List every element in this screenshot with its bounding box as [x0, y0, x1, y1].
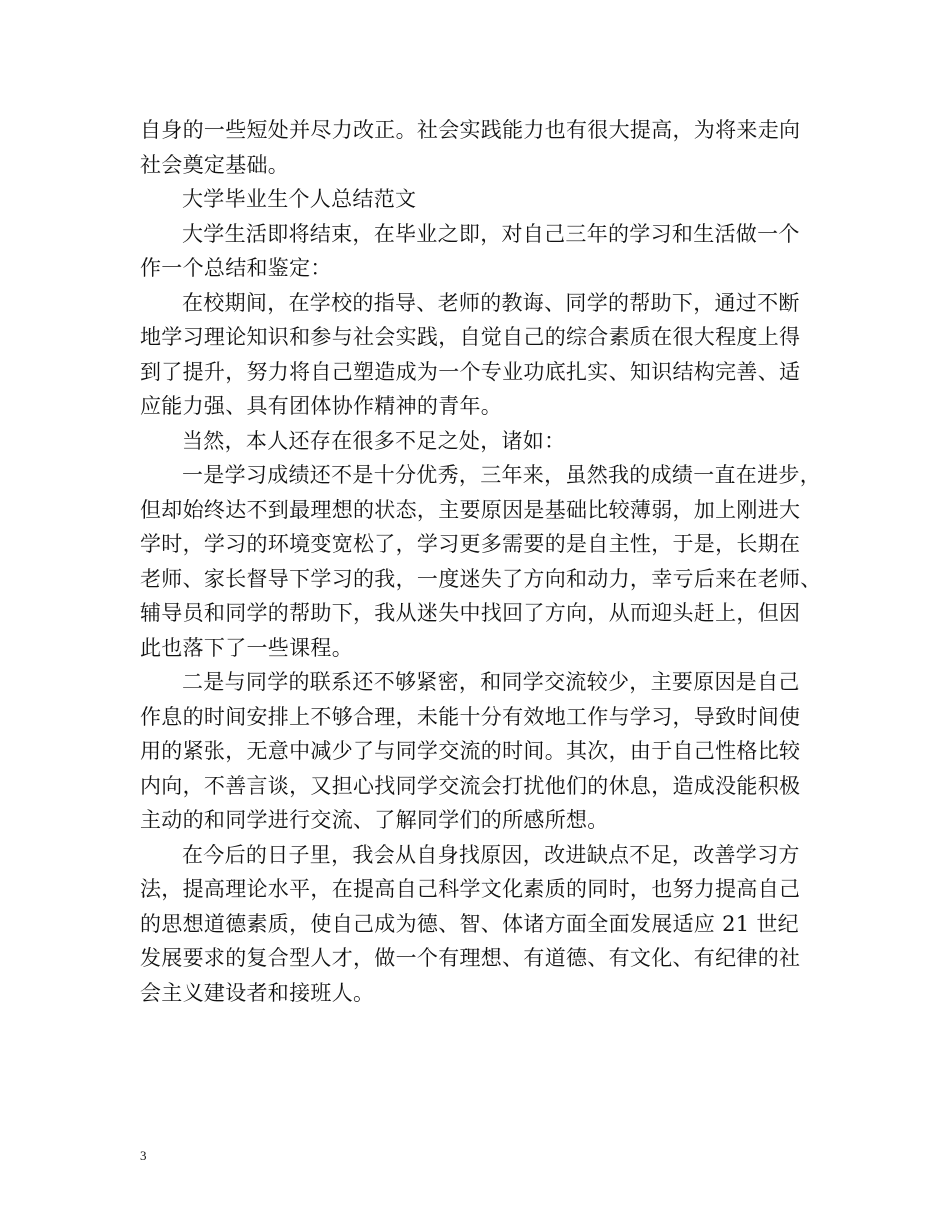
text-line: 发展要求的复合型人才，做一个有理想、有道德、有文化、有纪律的社 [140, 946, 801, 970]
text-line: 作一个总结和鉴定： [140, 256, 332, 280]
text-line: 当然，本人还存在很多不足之处，诸如： [182, 428, 566, 453]
text-line: 二是与同学的联系还不够紧密，和同学交流较少，主要原因是自己 [182, 670, 800, 694]
text-line: 老师、家长督导下学习的我，一度迷失了方向和动力，幸亏后来在老师、 [140, 566, 822, 591]
page-number: 3 [140, 1148, 147, 1163]
text-line: 在今后的日子里，我会从自身找原因，改进缺点不足，改善学习方 [182, 842, 800, 867]
text-line: 在校期间，在学校的指导、老师的教诲、同学的帮助下，通过不断 [182, 290, 800, 315]
text-line: 大学生活即将结束，在毕业之即，对自己三年的学习和生活做一个 [182, 221, 800, 246]
text-line: 应能力强、具有团体协作精神的青年。 [140, 394, 503, 418]
text-line: 的思想道德素质，使自己成为德、智、体诸方面全面发展适应 21 世纪 [140, 911, 799, 936]
text-line: 此也落下了一些课程。 [140, 635, 353, 660]
text-line: 社会奠定基础。 [140, 152, 290, 177]
text-line: 一是学习成绩还不是十分优秀，三年来，虽然我的成绩一直在进步， [182, 463, 821, 487]
text-line: 内向，不善言谈，又担心找同学交流会打扰他们的休息，造成没能积极 [140, 773, 801, 798]
text-line: 用的紧张，无意中减少了与同学交流的时间。其次，由于自己性格比较 [140, 739, 801, 763]
text-line: 作息的时间安排上不够合理，未能十分有效地工作与学习，导致时间使 [140, 704, 801, 729]
text-line: 法，提高理论水平，在提高自己科学文化素质的同时，也努力提高自己 [140, 877, 801, 901]
text-line: 但却始终达不到最理想的状态，主要原因是基础比较薄弱，加上刚进大 [140, 497, 801, 522]
text-line: 学时，学习的环境变宽松了，学习更多需要的是自主性，于是，长期在 [140, 532, 801, 556]
text-line: 自身的一些短处并尽力改正。社会实践能力也有很大提高，为将来走向 [140, 118, 801, 142]
text-line: 到了提升，努力将自己塑造成为一个专业功底扎实、知识结构完善、适 [140, 359, 801, 384]
text-line: 辅导员和同学的帮助下，我从迷失中找回了方向，从而迎头赶上，但因 [140, 601, 801, 625]
text-line: 地学习理论知识和参与社会实践，自觉自己的综合素质在很大程度上得 [140, 325, 801, 349]
section-heading: 大学毕业生个人总结范文 [182, 187, 417, 211]
document-body [140, 113, 840, 1010]
text-line: 主动的和同学进行交流、了解同学们的所感所想。 [140, 808, 609, 832]
text-line: 会主义建设者和接班人。 [140, 980, 375, 1005]
